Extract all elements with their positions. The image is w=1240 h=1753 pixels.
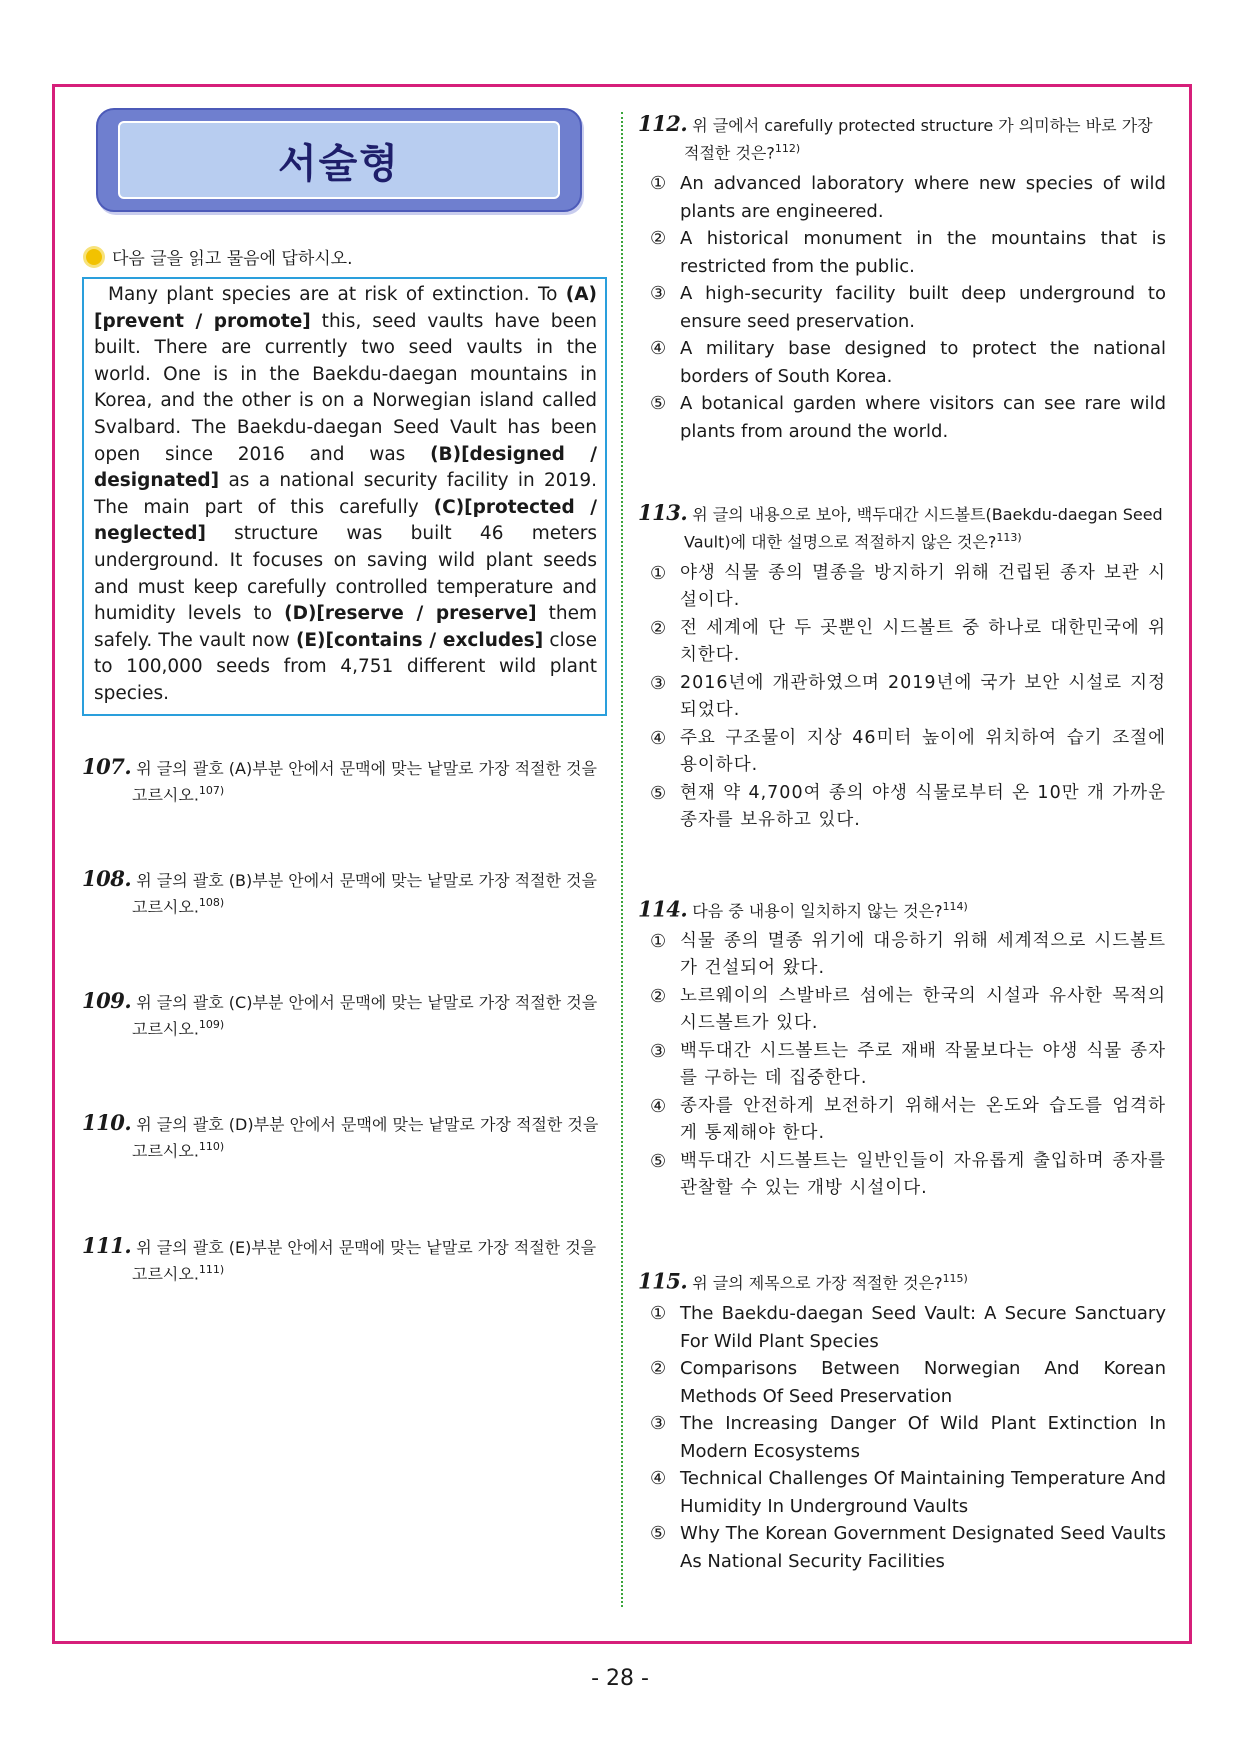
option-text: 종자를 안전하게 보전하기 위해서는 온도와 습도를 엄격하게 통제해야 한다. bbox=[680, 1095, 1166, 1144]
option-mark: ② bbox=[650, 228, 667, 250]
option-text: 백두대간 시드볼트는 주로 재배 작물보다는 야생 식물 종자를 구하는 데 집중한다. bbox=[680, 1040, 1166, 1089]
option-text: 2016년에 개관하였으며 2019년에 국가 보안 시설로 지정되었다. bbox=[680, 672, 1166, 721]
blank-e: (E)[contains / excludes] bbox=[295, 629, 544, 651]
right-column bbox=[638, 112, 1166, 1575]
option-mark: ⑤ bbox=[650, 1150, 667, 1172]
option-4[interactable] bbox=[638, 1093, 1166, 1148]
flower-icon bbox=[86, 249, 102, 265]
footnote-ref: 112) bbox=[774, 142, 801, 155]
option-mark: ③ bbox=[650, 1413, 667, 1435]
question-number: 110. bbox=[82, 1110, 132, 1136]
option-mark: ③ bbox=[650, 672, 667, 694]
footnote-ref: 115) bbox=[942, 1271, 968, 1285]
section-banner-inner bbox=[118, 121, 560, 199]
option-1[interactable] bbox=[638, 928, 1166, 983]
option-text: 주요 구조물이 지상 46미터 높이에 위치하여 습기 조절에 용이하다. bbox=[680, 727, 1166, 776]
option-mark: ④ bbox=[650, 727, 667, 749]
option-text: Why The Korean Government Designated Seed Vaults As National Security Facilities bbox=[680, 1523, 1166, 1572]
footnote-ref: 107) bbox=[198, 783, 225, 797]
column-divider bbox=[621, 112, 623, 1607]
question-stem bbox=[638, 1267, 1166, 1294]
question-text: 다음 중 내용이 일치하지 않는 것은? bbox=[692, 900, 943, 920]
option-mark: ④ bbox=[650, 338, 667, 360]
option-text: Technical Challenges Of Maintaining Temperature And Humidity In Underground Vaults bbox=[680, 1468, 1166, 1517]
question-111 bbox=[82, 1232, 607, 1285]
option-text: 백두대간 시드볼트는 일반인들이 자유롭게 출입하며 종자를 관찰할 수 있는 개방 시설이다. bbox=[680, 1150, 1166, 1199]
question-112 bbox=[638, 112, 1166, 445]
option-text: A historical monument in the mountains that is restricted from the public. bbox=[680, 228, 1166, 277]
option-5[interactable] bbox=[638, 390, 1166, 445]
footnote-ref: 111) bbox=[198, 1262, 225, 1276]
passage-text-1: Many plant species are at risk of extinction. To bbox=[108, 284, 566, 305]
option-4[interactable] bbox=[638, 725, 1166, 780]
option-mark: ② bbox=[650, 617, 667, 639]
question-stem bbox=[638, 112, 1166, 164]
option-mark: ② bbox=[650, 1358, 667, 1380]
question-number: 115. bbox=[638, 1268, 688, 1294]
option-text: 야생 식물 종의 멸종을 방지하기 위해 건립된 종자 보관 시설이다. bbox=[680, 562, 1166, 611]
question-number: 108. bbox=[82, 865, 132, 891]
option-mark: ② bbox=[650, 985, 667, 1007]
question-109 bbox=[82, 990, 607, 1040]
option-2[interactable] bbox=[638, 1355, 1166, 1410]
question-text: 위 글의 내용으로 보아, 백두대간 시드볼트(Baekdu-daegan Seed Vault)에 대한 설명으로 적절하지 않은 것은? bbox=[684, 505, 1163, 552]
passage-text-5: them safely. The vault now bbox=[94, 603, 598, 651]
option-text: A high-security facility built deep underground to ensure seed preservation. bbox=[680, 283, 1166, 332]
option-list bbox=[638, 170, 1166, 445]
blank-a: (A)[prevent / promote] bbox=[94, 284, 597, 332]
option-5[interactable] bbox=[638, 1520, 1166, 1575]
option-4[interactable] bbox=[638, 1465, 1166, 1520]
question-text: 위 글에서 carefully protected structure 가 의미하는 바로 가장 적절한 것은? bbox=[684, 116, 1153, 163]
option-5[interactable] bbox=[638, 1148, 1166, 1203]
question-115 bbox=[638, 1267, 1166, 1575]
option-mark: ① bbox=[650, 173, 667, 195]
question-113 bbox=[638, 501, 1166, 834]
question-text: 위 글의 괄호 (B)부분 안에서 문맥에 맞는 낱말로 가장 적절한 것을 고르시오. bbox=[132, 870, 597, 917]
question-number: 113. bbox=[638, 500, 688, 526]
option-mark: ⑤ bbox=[650, 1523, 667, 1545]
passage-text-6: close to 100,000 seeds from 4,751 different wild plant species. bbox=[94, 629, 597, 704]
passage-text-4: structure was built 46 meters underground. It focuses on saving wild plant seeds and must keep carefully controlled temperature and humidity levels to bbox=[94, 523, 597, 625]
section-title: 서술형 bbox=[278, 140, 400, 187]
blank-b: (B)[designed / designated] bbox=[94, 443, 597, 492]
option-3[interactable] bbox=[638, 1410, 1166, 1465]
footnote-ref: 108) bbox=[198, 895, 225, 909]
question-number: 107. bbox=[82, 753, 132, 779]
left-column bbox=[82, 108, 607, 1285]
option-1[interactable] bbox=[638, 1300, 1166, 1355]
question-text: 위 글의 괄호 (A)부분 안에서 문맥에 맞는 낱말로 가장 적절한 것을 고르시오. bbox=[132, 758, 597, 804]
question-108 bbox=[82, 865, 607, 918]
option-mark: ④ bbox=[650, 1095, 667, 1117]
option-list bbox=[638, 1300, 1166, 1575]
passage-text-3: as a national security facility in 2019. The main part of this carefully bbox=[94, 470, 597, 518]
option-3[interactable] bbox=[638, 1038, 1166, 1093]
blank-d: (D)[reserve / preserve] bbox=[284, 603, 537, 625]
option-1[interactable] bbox=[638, 170, 1166, 225]
footnote-ref: 109) bbox=[198, 1018, 225, 1032]
option-1[interactable] bbox=[638, 560, 1166, 615]
option-mark: ③ bbox=[650, 283, 667, 305]
option-2[interactable] bbox=[638, 225, 1166, 280]
option-text: The Baekdu-daegan Seed Vault: A Secure Sanctuary For Wild Plant Species bbox=[680, 1303, 1166, 1352]
option-3[interactable] bbox=[638, 670, 1166, 725]
option-text: The Increasing Danger Of Wild Plant Extinction In Modern Ecosystems bbox=[680, 1413, 1166, 1462]
option-2[interactable] bbox=[638, 983, 1166, 1038]
option-text: 노르웨이의 스발바르 섬에는 한국의 시설과 유사한 목적의 시드볼트가 있다. bbox=[680, 985, 1166, 1034]
reading-passage bbox=[82, 277, 607, 716]
option-text: Comparisons Between Norwegian And Korean Methods Of Seed Preservation bbox=[680, 1358, 1166, 1407]
footnote-ref: 114) bbox=[942, 899, 968, 913]
blank-c: (C)[protected / neglected] bbox=[94, 496, 597, 545]
instruction bbox=[82, 244, 607, 269]
footnote-ref: 110) bbox=[198, 1140, 225, 1154]
option-2[interactable] bbox=[638, 615, 1166, 670]
option-text: 전 세계에 단 두 곳뿐인 시드볼트 중 하나로 대한민국에 위치한다. bbox=[680, 617, 1166, 666]
instruction-text: 다음 글을 읽고 물음에 답하시오. bbox=[112, 249, 353, 269]
option-3[interactable] bbox=[638, 280, 1166, 335]
option-mark: ⑤ bbox=[650, 393, 667, 415]
question-114 bbox=[638, 895, 1166, 1203]
question-text: 위 글의 괄호 (E)부분 안에서 문맥에 맞는 낱말로 가장 적절한 것을 고르시오. bbox=[132, 1237, 597, 1284]
option-mark: ① bbox=[650, 1303, 667, 1325]
option-mark: ① bbox=[650, 562, 667, 584]
section-banner bbox=[96, 108, 582, 212]
option-mark: ⑤ bbox=[650, 782, 667, 804]
option-4[interactable] bbox=[638, 335, 1166, 390]
option-text: An advanced laboratory where new species of wild plants are engineered. bbox=[680, 173, 1166, 222]
question-107 bbox=[82, 753, 607, 806]
option-text: 식물 종의 멸종 위기에 대응하기 위해 세계적으로 시드볼트가 건설되어 왔다. bbox=[680, 930, 1166, 979]
question-stem bbox=[638, 895, 1166, 922]
option-list bbox=[638, 928, 1166, 1203]
page-number: - 28 - bbox=[591, 1666, 649, 1691]
question-text: 위 글의 괄호 (D)부분 안에서 문맥에 맞는 낱말로 가장 적절한 것을 고르시오. bbox=[132, 1115, 599, 1161]
question-stem bbox=[638, 501, 1166, 553]
question-number: 111. bbox=[82, 1232, 132, 1258]
option-mark: ④ bbox=[650, 1468, 667, 1490]
option-text: 현재 약 4,700여 종의 야생 식물로부터 온 10만 개 가까운 종자를 보유하고 있다. bbox=[680, 782, 1166, 831]
option-5[interactable] bbox=[638, 780, 1166, 835]
question-number: 109. bbox=[82, 988, 132, 1014]
question-text: 위 글의 제목으로 가장 적절한 것은? bbox=[692, 1273, 943, 1293]
option-list bbox=[638, 560, 1166, 835]
footnote-ref: 113) bbox=[996, 531, 1022, 545]
option-mark: ① bbox=[650, 930, 667, 952]
option-text: A botanical garden where visitors can see rare wild plants from around the world. bbox=[680, 393, 1166, 442]
passage-text-2: this, seed vaults have been built. There are currently two seed vaults in the world. One is in the Baekdu-daegan mountains in Korea, and the other is on a Norwegian island called Svalbard. The Baekdu-daegan Seed Vault has been open since 2016 and was bbox=[94, 310, 597, 465]
question-number: 112. bbox=[638, 111, 688, 136]
question-text: 위 글의 괄호 (C)부분 안에서 문맥에 맞는 낱말로 가장 적절한 것을 고르시오. bbox=[132, 993, 598, 1039]
option-text: A military base designed to protect the national borders of South Korea. bbox=[680, 338, 1166, 387]
question-number: 114. bbox=[638, 895, 688, 921]
option-mark: ③ bbox=[650, 1040, 667, 1062]
question-110 bbox=[82, 1112, 607, 1162]
